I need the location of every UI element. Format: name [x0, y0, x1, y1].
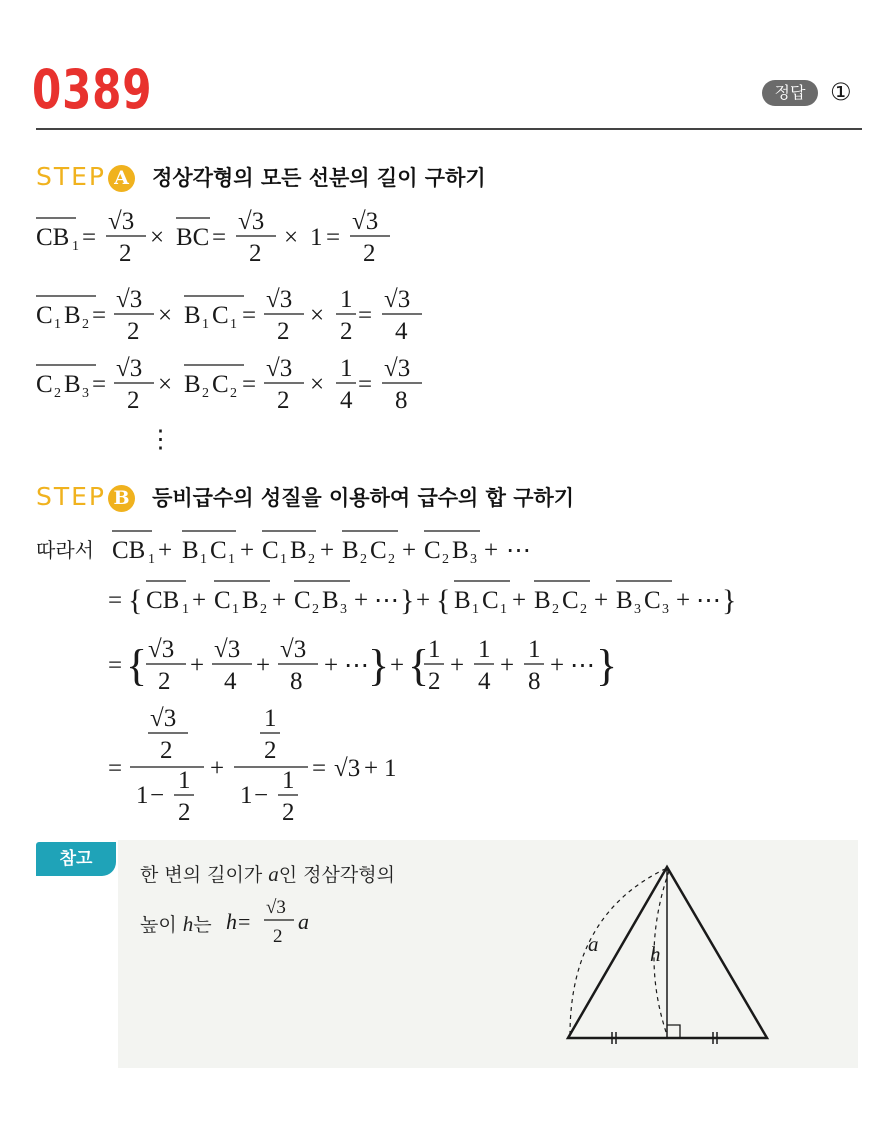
svg-text:2: 2 — [312, 602, 319, 617]
num: √3 — [238, 208, 265, 235]
num: √3 — [352, 208, 379, 235]
svg-text:−: − — [150, 782, 165, 809]
svg-text:C: C — [214, 587, 231, 614]
svg-text:B: B — [452, 537, 469, 564]
svg-text:8: 8 — [395, 387, 408, 414]
svg-text:4: 4 — [478, 668, 491, 695]
svg-text:}: } — [368, 641, 390, 690]
svg-text:2: 2 — [82, 317, 89, 332]
svg-text:√3: √3 — [148, 636, 175, 663]
svg-text:√3: √3 — [150, 705, 177, 732]
svg-text:√3: √3 — [384, 286, 411, 313]
svg-text:√3: √3 — [266, 286, 293, 313]
svg-text:3: 3 — [82, 386, 89, 401]
svg-text:+: + — [484, 537, 499, 564]
svg-text:+: + — [364, 755, 379, 782]
svg-text:a: a — [298, 909, 309, 934]
svg-text:√3: √3 — [116, 286, 143, 313]
svg-text:=: = — [238, 909, 251, 934]
svg-text:=: = — [242, 371, 257, 398]
svg-text:2: 2 — [282, 799, 295, 826]
svg-text:=: = — [358, 302, 373, 329]
one: 1 — [310, 224, 323, 251]
num: √3 — [108, 208, 135, 235]
svg-text:1: 1 — [178, 767, 191, 794]
svg-text:C: C — [212, 302, 229, 329]
svg-text:C: C — [644, 587, 661, 614]
svg-text:+: + — [192, 587, 207, 614]
svg-text:3: 3 — [634, 602, 641, 617]
therefore-label: 따라서 — [36, 538, 94, 562]
svg-text:1: 1 — [478, 636, 491, 663]
svg-text:2: 2 — [202, 386, 209, 401]
var-a: a — [268, 862, 279, 886]
eq: = — [212, 224, 227, 251]
den: 2 — [249, 240, 262, 267]
note-line-2: 높이 h는 — [140, 912, 212, 936]
svg-text:+: + — [500, 652, 515, 679]
svg-text:B: B — [242, 587, 259, 614]
svg-text:2: 2 — [552, 602, 559, 617]
step-b-letter: B — [108, 485, 135, 512]
svg-text:=: = — [312, 755, 327, 782]
svg-text:2: 2 — [388, 552, 395, 567]
step-a-heading — [36, 162, 486, 192]
step-a-letter: A — [108, 165, 135, 192]
svg-text:B: B — [342, 537, 359, 564]
seg-cb1: CB — [36, 224, 70, 251]
times: × — [284, 224, 299, 251]
svg-text:×: × — [158, 302, 173, 329]
svg-text:+: + — [512, 587, 527, 614]
svg-text:B: B — [182, 537, 199, 564]
triangle-figure — [540, 855, 790, 1055]
svg-text:B: B — [454, 587, 471, 614]
svg-text:C: C — [294, 587, 311, 614]
svg-text:{: { — [436, 584, 451, 617]
svg-text:1: 1 — [232, 602, 239, 617]
step-b-heading — [36, 482, 574, 512]
svg-text:B: B — [290, 537, 307, 564]
svg-text:CB: CB — [146, 587, 180, 614]
svg-text:=: = — [92, 302, 107, 329]
svg-text:2: 2 — [340, 318, 353, 345]
svg-text:√3: √3 — [266, 897, 286, 918]
svg-text:}: } — [722, 584, 737, 617]
svg-text:√3: √3 — [116, 355, 143, 382]
note-line-1: 한 변의 길이가 a인 정삼각형의 — [140, 862, 395, 886]
eq: = — [326, 224, 341, 251]
svg-text:−: − — [254, 782, 269, 809]
svg-text:4: 4 — [340, 387, 353, 414]
svg-text:=: = — [108, 755, 123, 782]
svg-text:√3: √3 — [384, 355, 411, 382]
header-divider — [36, 128, 862, 130]
svg-text:+: + — [210, 755, 225, 782]
vdots: ⋮ — [148, 426, 173, 453]
svg-text:h: h — [226, 909, 237, 934]
svg-text:+: + — [158, 537, 173, 564]
svg-text:2: 2 — [127, 318, 140, 345]
svg-text:C: C — [370, 537, 387, 564]
step-a-equations — [0, 195, 884, 460]
step-b-label: STEP — [36, 482, 107, 511]
step-b-equations — [0, 520, 884, 830]
svg-text:+: + — [256, 652, 271, 679]
svg-text:4: 4 — [224, 668, 237, 695]
svg-text:B: B — [64, 302, 81, 329]
var-h: h — [182, 912, 194, 936]
svg-text:3: 3 — [470, 552, 477, 567]
seg-bc: BC — [176, 224, 210, 251]
step-a-label: STEP — [36, 162, 107, 191]
svg-text:1: 1 — [228, 552, 235, 567]
svg-text:=: = — [108, 587, 123, 614]
den: 2 — [119, 240, 132, 267]
svg-text:B: B — [322, 587, 339, 614]
svg-text:1: 1 — [528, 636, 541, 663]
svg-text:2: 2 — [54, 386, 61, 401]
svg-text:1: 1 — [472, 602, 479, 617]
svg-text:=: = — [242, 302, 257, 329]
svg-text:B: B — [534, 587, 551, 614]
eq: = — [82, 224, 97, 251]
svg-text:+: + — [550, 652, 565, 679]
svg-text:√3: √3 — [334, 755, 361, 782]
svg-text:B: B — [616, 587, 633, 614]
svg-text:+: + — [450, 652, 465, 679]
note-tag: 참고 — [36, 842, 116, 876]
problem-number: 0389 — [32, 58, 153, 121]
svg-text:+: + — [324, 652, 339, 679]
svg-text:B: B — [64, 371, 81, 398]
svg-text:⋯: ⋯ — [506, 537, 531, 564]
svg-text:C: C — [212, 371, 229, 398]
svg-text:}: } — [596, 641, 618, 690]
svg-text:+: + — [272, 587, 287, 614]
svg-text:C: C — [262, 537, 279, 564]
svg-text:⋯: ⋯ — [570, 652, 595, 679]
svg-text:=: = — [358, 371, 373, 398]
svg-text:1: 1 — [230, 317, 237, 332]
svg-text:1: 1 — [428, 636, 441, 663]
svg-text:8: 8 — [528, 668, 541, 695]
svg-text:2: 2 — [178, 799, 191, 826]
svg-text:1: 1 — [54, 317, 61, 332]
height-formula — [222, 888, 332, 958]
svg-text:√3: √3 — [280, 636, 307, 663]
svg-text:2: 2 — [127, 387, 140, 414]
svg-text:1: 1 — [340, 355, 353, 382]
svg-text:{: { — [126, 641, 148, 690]
svg-text:⋯: ⋯ — [696, 587, 721, 614]
svg-text:1: 1 — [500, 602, 507, 617]
svg-text:2: 2 — [277, 387, 290, 414]
svg-text:1: 1 — [136, 782, 149, 809]
svg-text:1: 1 — [148, 552, 155, 567]
svg-text:3: 3 — [340, 602, 347, 617]
times: × — [150, 224, 165, 251]
svg-text:⋯: ⋯ — [374, 587, 399, 614]
label-h: h — [650, 942, 661, 966]
svg-text:C: C — [482, 587, 499, 614]
right-angle-mark — [667, 1025, 680, 1038]
sub: 1 — [72, 239, 79, 254]
answer-badge: 정답 — [762, 80, 818, 106]
svg-text:{: { — [128, 584, 143, 617]
svg-text:+: + — [390, 652, 405, 679]
seg-c1: C — [36, 302, 53, 329]
svg-text:+: + — [676, 587, 691, 614]
svg-text:×: × — [310, 371, 325, 398]
svg-text:2: 2 — [580, 602, 587, 617]
svg-text:3: 3 — [662, 602, 669, 617]
step-b-title: 등비급수의 성질을 이용하여 급수의 합 구하기 — [152, 486, 575, 510]
svg-text:2: 2 — [308, 552, 315, 567]
svg-text:2: 2 — [160, 737, 173, 764]
svg-text:=: = — [92, 371, 107, 398]
den: 2 — [363, 240, 376, 267]
svg-text:+: + — [402, 537, 417, 564]
svg-text:=: = — [108, 652, 123, 679]
svg-text:{: { — [408, 641, 430, 690]
svg-text:+: + — [190, 652, 205, 679]
svg-text:2: 2 — [277, 318, 290, 345]
svg-text:B: B — [184, 302, 201, 329]
svg-text:2: 2 — [264, 737, 277, 764]
svg-text:√3: √3 — [214, 636, 241, 663]
svg-text:B: B — [184, 371, 201, 398]
svg-text:C: C — [36, 371, 53, 398]
svg-text:2: 2 — [230, 386, 237, 401]
svg-text:2: 2 — [260, 602, 267, 617]
step-a-title: 정상각형의 모든 선분의 길이 구하기 — [152, 166, 486, 190]
svg-text:2: 2 — [273, 926, 283, 947]
svg-text:2: 2 — [428, 668, 441, 695]
svg-text:1: 1 — [384, 755, 397, 782]
svg-text:C: C — [424, 537, 441, 564]
svg-text:+: + — [320, 537, 335, 564]
svg-text:+: + — [240, 537, 255, 564]
svg-text:+: + — [354, 587, 369, 614]
svg-text:1: 1 — [280, 552, 287, 567]
answer-value: ① — [830, 78, 852, 106]
svg-text:1: 1 — [182, 602, 189, 617]
svg-text:1: 1 — [340, 286, 353, 313]
svg-text:×: × — [310, 302, 325, 329]
svg-text:1: 1 — [202, 317, 209, 332]
svg-text:+: + — [594, 587, 609, 614]
svg-text:}: } — [400, 584, 415, 617]
svg-text:2: 2 — [360, 552, 367, 567]
svg-text:8: 8 — [290, 668, 303, 695]
svg-text:C: C — [210, 537, 227, 564]
svg-text:1: 1 — [282, 767, 295, 794]
svg-text:2: 2 — [442, 552, 449, 567]
svg-text:4: 4 — [395, 318, 408, 345]
svg-text:CB: CB — [112, 537, 146, 564]
svg-text:C: C — [562, 587, 579, 614]
svg-text:√3: √3 — [266, 355, 293, 382]
svg-text:+: + — [416, 587, 431, 614]
svg-text:1: 1 — [264, 705, 277, 732]
svg-text:2: 2 — [158, 668, 171, 695]
svg-text:1: 1 — [200, 552, 207, 567]
label-a: a — [588, 932, 599, 956]
svg-text:1: 1 — [240, 782, 253, 809]
svg-text:×: × — [158, 371, 173, 398]
svg-text:⋯: ⋯ — [344, 652, 369, 679]
